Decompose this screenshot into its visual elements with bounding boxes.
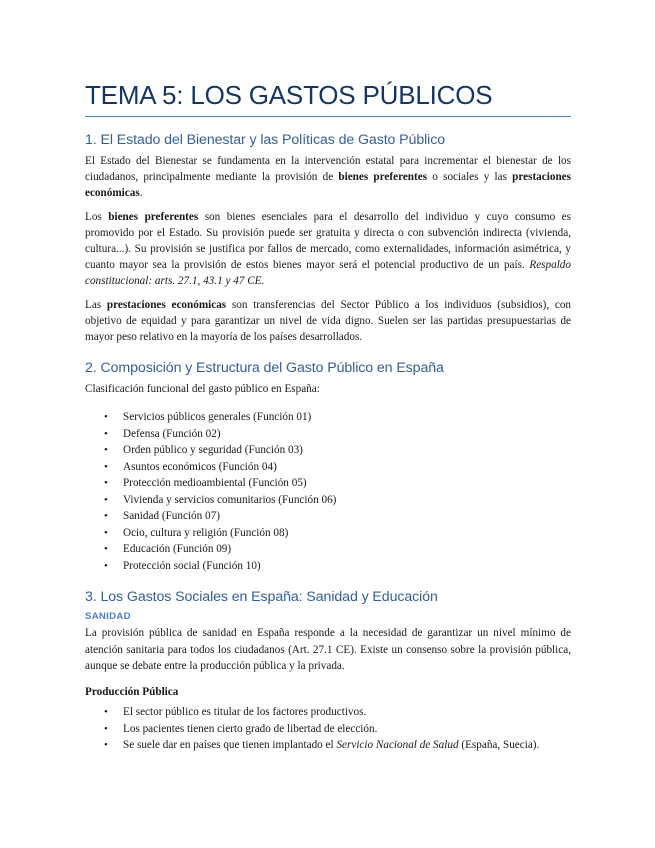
section-2-intro: Clasificación funcional del gasto público en España: (85, 383, 320, 396)
section-1-paragraph-3 (85, 297, 571, 346)
bullet-icon: • (104, 543, 108, 556)
list-item (104, 492, 571, 509)
list-item-text: Educación (Función 09) (123, 543, 232, 556)
list-item (104, 721, 571, 738)
list-item-text: El sector público es titular de los factores productivos. (123, 706, 367, 719)
list-item (104, 704, 571, 721)
section-1-paragraph-1 (85, 153, 571, 202)
text: (España, Suecia). (458, 739, 540, 752)
list-item-text: Los pacientes tienen cierto grado de libertad de elección. (123, 722, 378, 735)
subsection-sanidad: SANIDAD (85, 611, 131, 623)
list-item (104, 525, 571, 542)
list-item (104, 459, 571, 476)
list-item (104, 442, 571, 459)
text: Se suele dar en países que tienen implantado el (123, 739, 337, 752)
function-list (85, 409, 571, 574)
bullet-icon: • (104, 411, 108, 424)
produccion-publica-list (85, 704, 571, 754)
text: o sociales y las (427, 171, 513, 184)
list-item-text: Protección medioambiental (Función 05) (123, 477, 307, 490)
list-item-text: Asuntos económicos (Función 04) (123, 460, 277, 473)
list-item (104, 558, 571, 575)
list-item-text: Sanidad (Función 07) (123, 510, 220, 523)
bold-term: prestaciones económicas (85, 171, 571, 200)
bullet-icon: • (104, 526, 108, 539)
bullet-icon: • (104, 460, 108, 473)
list-item-text: Vivienda y servicios comunitarios (Función 06) (123, 493, 337, 506)
list-item-text: Orden público y seguridad (Función 03) (123, 444, 303, 457)
bold-term: bienes preferentes (338, 171, 428, 184)
section-1-paragraph-2 (85, 209, 571, 290)
list-item-text: Defensa (Función 02) (123, 427, 221, 440)
bullet-icon: • (104, 510, 108, 523)
text: son bienes esenciales para el desarrollo del individuo y cuyo consumo es promovido por el Estado. Su provisión puede ser gratuita y directa o con subvención indirecta (vivienda, cultura...). Su provisión se justifica por fallos de mercado, como externalidades, información asimétrica, y cuanto mayor sea la provisión de estos bienes mayor será el potencial productivo de un país. (85, 210, 572, 272)
bullet-icon: • (104, 477, 108, 490)
italic-citation: Respaldo constitucional: arts. 27.1, 43.1 y 47 CE. (85, 259, 571, 288)
italic-term: Servicio Nacional de Salud (336, 739, 459, 752)
bold-term: bienes preferentes (108, 210, 199, 223)
bullet-icon: • (104, 427, 108, 440)
page-title: TEMA 5: LOS GASTOS PÚBLICOS (85, 0, 571, 117)
bullet-icon: • (104, 722, 108, 735)
section-1-heading: 1. El Estado del Bienestar y las Políticas de Gasto Público (85, 132, 446, 148)
bold-term: prestaciones económicas (106, 298, 227, 311)
list-item-text: Protección social (Función 10) (123, 559, 261, 572)
list-item (104, 409, 571, 426)
bullet-icon: • (104, 444, 108, 457)
text: Los (85, 210, 109, 223)
list-item (104, 508, 571, 525)
text: . (139, 187, 143, 200)
list-item (104, 541, 571, 558)
section-3-heading: 3. Los Gastos Sociales en España: Sanidad y Educación (85, 589, 438, 606)
list-item-text: Servicios públicos generales (Función 01) (123, 411, 312, 424)
bullet-icon: • (104, 706, 108, 719)
text: Las (85, 298, 107, 311)
bullet-icon: • (104, 739, 108, 752)
list-item (104, 475, 571, 492)
list-item (104, 426, 571, 443)
text: El Estado del Bienestar se fundamenta en la intervención estatal para incrementar el bienestar de los ciudadanos, principalmente mediante la provisión de (85, 155, 571, 184)
produccion-publica-heading: Producción Pública (85, 686, 179, 699)
list-item (104, 737, 571, 754)
section-3-paragraph-1: La provisión pública de sanidad en España responde a la necesidad de garantizar un nivel mínimo de atención sanitaria para todos los ciudadanos (Art. 27.1 CE). Existe un consenso sobre la provisión pública, aunque se debate entre la producción pública y la privada. (85, 627, 571, 672)
list-item-text: Ocio, cultura y religión (Función 08) (123, 526, 289, 539)
bullet-icon: • (104, 559, 108, 572)
text: son transferencias del Sector Público a los individuos (subsidios), con objetivo de equidad y para garantizar un nivel de vida digno. Suelen ser las partidas presupuestarias de mayor peso relativo en la mayoría de los países desarrollados. (85, 298, 572, 344)
section-2-heading: 2. Composición y Estructura del Gasto Público en España (85, 360, 444, 377)
bullet-icon: • (104, 493, 108, 506)
